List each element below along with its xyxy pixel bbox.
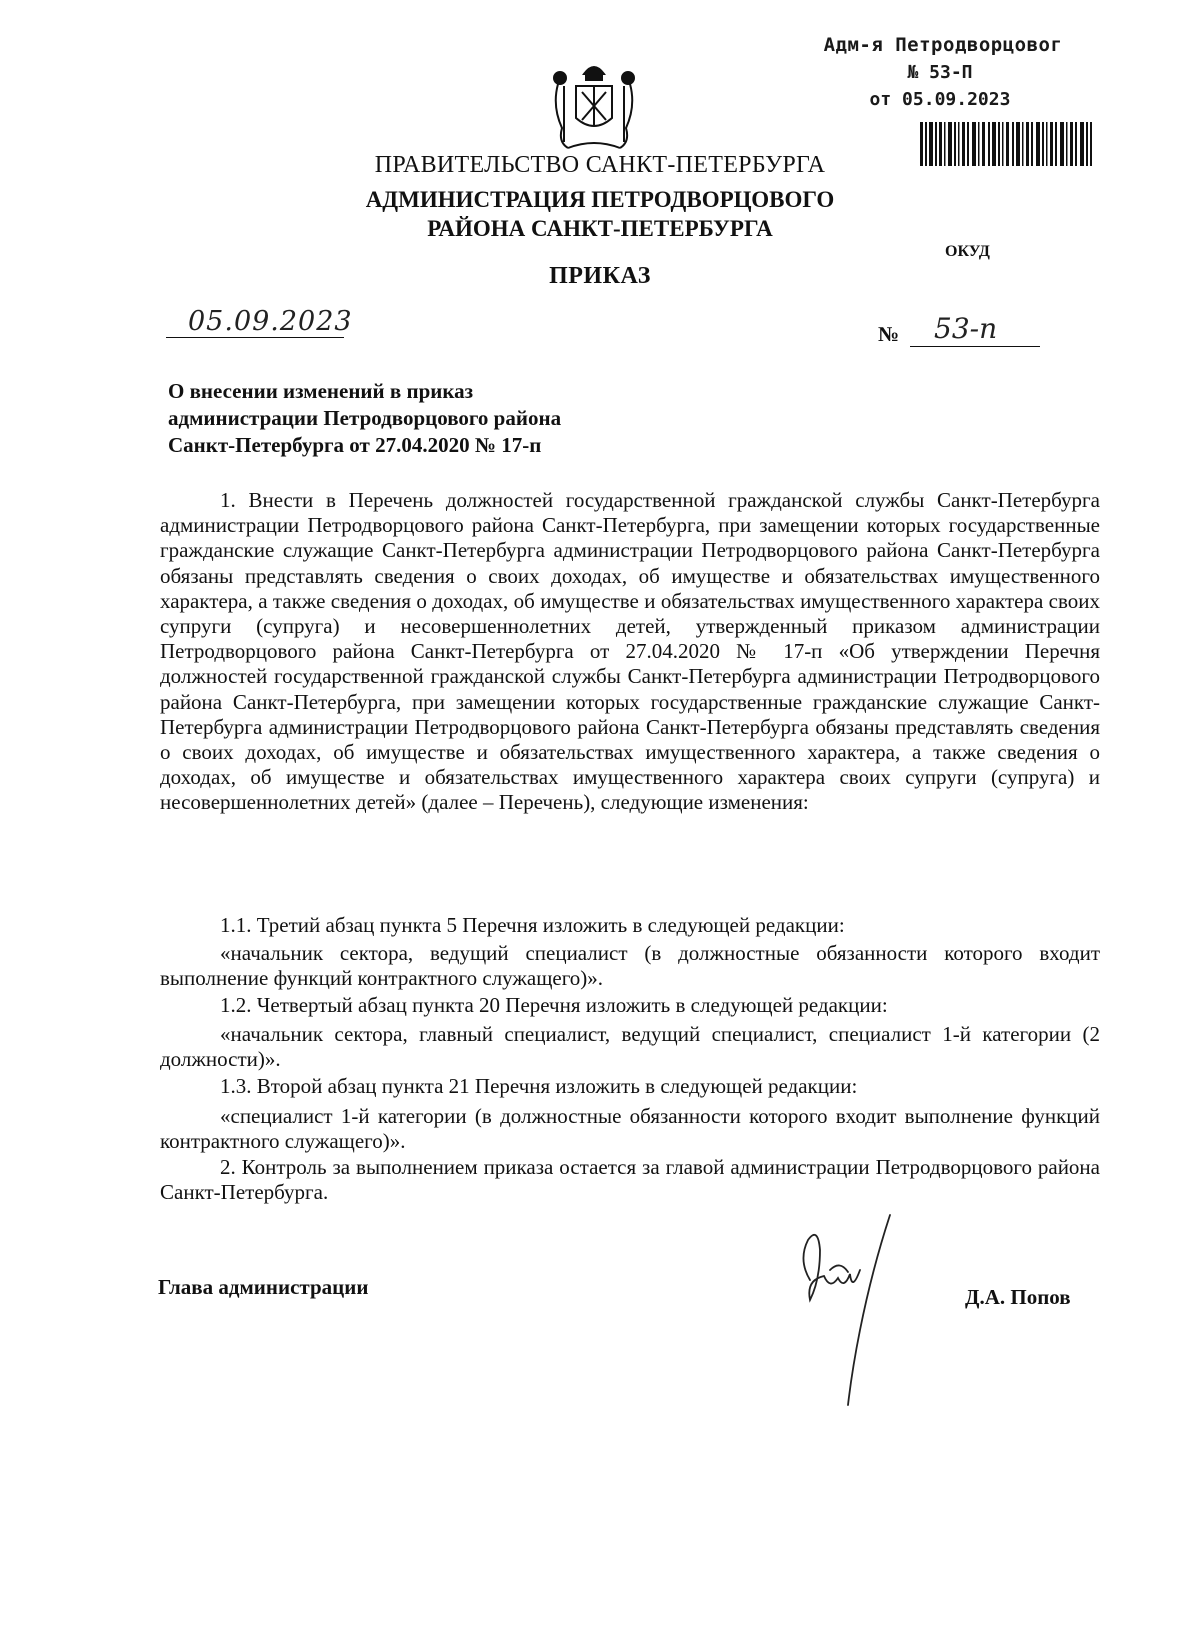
subject-line: О внесении изменений в приказ: [168, 379, 474, 403]
paragraph-1-3-quote: «специалист 1-й категории (в должностные обязанности которого входит выполнение функций контрактного служащего)».: [160, 1104, 1100, 1154]
government-title: ПРАВИТЕЛЬСТВО САНКТ-ПЕТЕРБУРГА: [374, 152, 826, 178]
subject-line: Санкт-Петербурга от 27.04.2020 № 17-п: [168, 433, 542, 457]
paragraph-1: 1. Внести в Перечень должностей государственной гражданской службы Санкт-Петербурга администрации Петродворцового района Санкт-Петербурга, при замещении которых государственные гражданские служащие Санкт-Петербурга администрации Петродворцового района Санкт-Петербурга обязаны представлять сведения о своих доходах, об имуществе и обязательствах имущественного характера, а также сведения о доходах, об имуществе и обязательствах имущественного характера своих супруги (супруга) и несовершеннолетних детей, утвержденный приказом администрации Петродворцового района Санкт-Петербурга от 27.04.2020 № 17-п «Об утверждении Перечня должностей государственной гражданской службы Санкт-Петербурга администрации Петродворцового района Санкт-Петербурга, при замещении которых государственные гражданские служащие Санкт-Петербурга администрации Петродворцового района Санкт-Петербурга обязаны представлять сведения о своих доходах, об имуществе и обязательствах имущественного характера, а также сведения о доходах, об имуществе и обязательствах имущественного характера своих супруги (супруга) и несовершеннолетних детей» (далее – Перечень), следующие изменения:: [160, 488, 1100, 815]
signatory-role: Глава администрации: [158, 1275, 369, 1299]
administration-title-line2: РАЙОНА САНКТ-ПЕТЕРБУРГА: [427, 216, 773, 241]
paragraph-1-1: 1.1. Третий абзац пункта 5 Перечня изложить в следующей редакции:: [220, 913, 845, 937]
paragraph-1-2: 1.2. Четвертый абзац пункта 20 Перечня изложить в следующей редакции:: [220, 993, 888, 1017]
number-sign: №: [878, 322, 900, 346]
okud-label: ОКУД: [945, 243, 990, 260]
order-date: 05.09.2023: [188, 306, 353, 337]
administration-title-line1: АДМИНИСТРАЦИЯ ПЕТРОДВОРЦОВОГО: [365, 187, 835, 212]
paragraph-1-2-quote: «начальник сектора, главный специалист, ведущий специалист, специалист 1-й категории (2 должности)».: [160, 1022, 1100, 1072]
coat-of-arms-icon: [548, 56, 640, 152]
stamp-organization: Адм-я Петродворцовог: [823, 34, 1063, 56]
handwritten-signature: [790, 1210, 910, 1410]
subject-line: администрации Петродворцового района: [168, 406, 562, 430]
number-underline: [910, 346, 1040, 347]
paragraph-1-3: 1.3. Второй абзац пункта 21 Перечня изложить в следующей редакции:: [220, 1074, 858, 1098]
date-underline: [166, 337, 344, 338]
document-type-title: ПРИКАЗ: [549, 263, 651, 289]
signatory-name: Д.А. Попов: [965, 1285, 1071, 1309]
order-subject: [168, 378, 561, 459]
paragraph-1-1-quote: «начальник сектора, ведущий специалист (в должностные обязанности которого входит выполнение функций контрактного служащего)».: [160, 941, 1100, 991]
stamp-number: № 53-П: [907, 62, 973, 83]
order-number: 53-п: [934, 312, 998, 345]
stamp-date: от 05.09.2023: [869, 89, 1011, 110]
paragraph-2: 2. Контроль за выполнением приказа остается за главой администрации Петродворцового района Санкт-Петербурга.: [160, 1155, 1100, 1205]
